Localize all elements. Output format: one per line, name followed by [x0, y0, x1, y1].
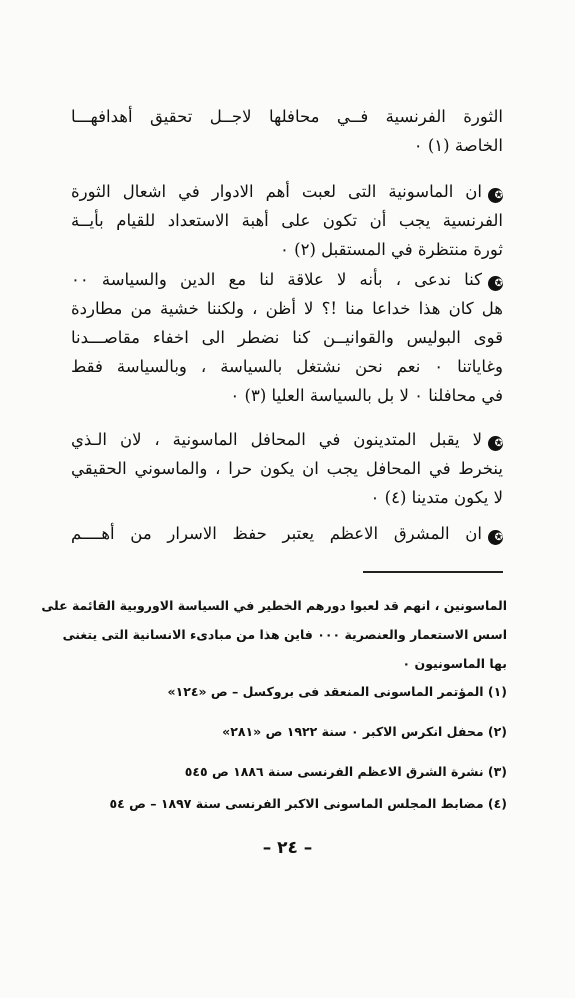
text-line: في محافلنا ٠ لا بل بالسياسة العليا (٣) ٠ [230, 386, 503, 405]
paragraph-continuation [71, 102, 503, 160]
reference-item: (٣) نشرة الشرق الاعظم الفرنسى سنة ١٨٨٦ ص ٥٤٥ [184, 764, 507, 779]
paragraph-politics [71, 265, 503, 410]
text-line: ✪كنا ندعى ، بأنه لا علاقة لنا مع الدين والسياسة ٠٠ [71, 270, 503, 289]
paragraph-religion [71, 425, 503, 512]
text-line: ينخرط في المحافل يجب ان يكون حرا ، والماسوني الحقيقي [71, 459, 503, 478]
bullet-star-icon: ✪ [488, 436, 503, 451]
text-line: لا يكون متدينا (٤) ٠ [370, 488, 503, 507]
text-line: ✪ان المشرق الاعظم يعتبر حفظ الاسرار من أهــــم [71, 524, 503, 543]
bullet-star-icon: ✪ [488, 530, 503, 545]
bullet-star-icon: ✪ [488, 276, 503, 291]
text-line: ثورة منتظرة في المستقبل (٢) ٠ [280, 240, 503, 259]
footnote-line: بها الماسونيون ٠ [402, 656, 507, 671]
text-line: الخاصة (١) ٠ [413, 136, 503, 155]
text-line: الفرنسية يجب أن تكون على أهبة الاستعداد للقيام بأيــة [71, 211, 503, 230]
reference-item: (٤) مضابط المجلس الماسونى الاكبر الفرنسى سنة ١٨٩٧ – ص ٥٤ [109, 796, 507, 811]
text-line: وغاياتنا ٠ نعم نحن نشتغل بالسياسة ، وبالسياسة فقط [71, 357, 504, 376]
text-line: قوى البوليس والقوانيــن كنا نضطر الى اخفاء مقاصـــدنا [71, 328, 503, 347]
text-line: ✪ان الماسونية التى لعبت أهم الادوار في اشعال الثورة [71, 182, 503, 201]
page-number: – ٢٤ – [262, 838, 313, 858]
footnote-line: اسس الاستعمار والعنصرية ٠٠٠ فاين هذا من مبادىء الانسانية التى يتغنى [62, 627, 507, 642]
text-line: ✪لا يقبل المتدينون في المحافل الماسونية ، لان الـذي [71, 430, 503, 449]
text-line: هل كان هذا خداعا منا !؟ لا أظن ، ولكننا خشية من مطاردة [71, 299, 503, 318]
reference-item: (٢) محفل انكرس الاكبر ٠ سنة ١٩٢٢ ص «٢٨١» [222, 724, 507, 739]
reference-item: (١) المؤتمر الماسونى المنعقد فى بروكسل – ص «١٢٤» [167, 684, 507, 699]
paragraph-revolution [71, 177, 503, 264]
footnote-text [41, 591, 507, 678]
paragraph-secrets [71, 519, 503, 548]
text-line: الثورة الفرنسية فــي محافلها لاجــل تحقيق أهدافهـــا [71, 107, 503, 126]
footnote-line: الماسونين ، انهم قد لعبوا دورهم الخطير في السياسة الاوروبية القائمة على [41, 598, 507, 613]
footnote-separator [363, 571, 503, 573]
bullet-star-icon: ✪ [488, 188, 503, 203]
